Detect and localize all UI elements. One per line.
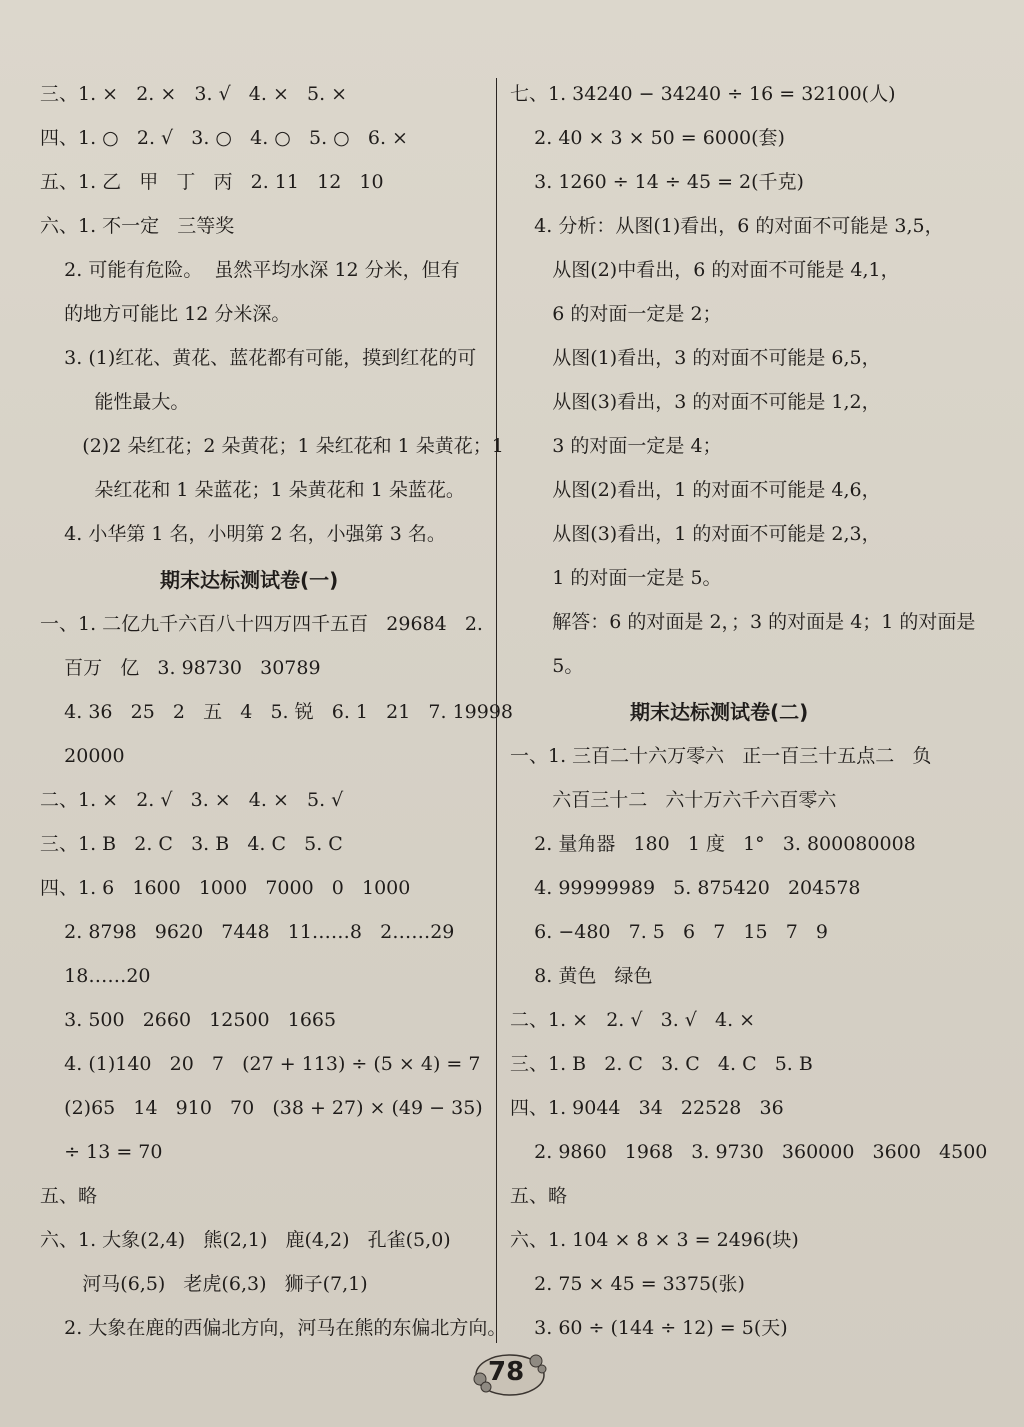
answer-line: 六、1. 不一定 三等奖 xyxy=(40,215,235,237)
answer-line: 2. 8798 9620 7448 11……8 2……29 xyxy=(40,921,455,943)
answer-line: (2)65 14 910 70 (38 + 27) × (49 − 35) xyxy=(40,1097,483,1119)
answer-line: 河马(6,5) 老虎(6,3) 狮子(7,1) xyxy=(40,1273,368,1295)
answer-line: 2. 75 × 45 = 3375(张) xyxy=(510,1273,745,1295)
answer-line: 从图(3)看出，1 的对面不可能是 2,3， xyxy=(510,523,881,545)
answer-line: 六百三十二 六十万六千六百零六 xyxy=(510,789,837,811)
answer-line: 五、1. 乙 甲 丁 丙 2. 11 12 10 xyxy=(40,171,384,193)
answer-line: 六、1. 大象(2,4) 熊(2,1) 鹿(4,2) 孔雀(5,0) xyxy=(40,1229,451,1251)
answer-line: 四、1. 6 1600 1000 7000 0 1000 xyxy=(40,877,411,899)
answer-line: 的地方可能比 12 分米深。 xyxy=(40,303,291,325)
answer-line: 20000 xyxy=(40,745,125,767)
answer-line: 4. 36 25 2 五 4 5. 锐 6. 1 21 7. 19998 xyxy=(40,701,514,723)
answer-line: 四、1. ○ 2. √ 3. ○ 4. ○ 5. ○ 6. × xyxy=(40,127,408,149)
section-heading: 期末达标测试卷(一) xyxy=(160,568,339,592)
answer-line: 百万 亿 3. 98730 30789 xyxy=(40,657,321,679)
answer-line: ÷ 13 = 70 xyxy=(40,1141,163,1163)
answer-line: 五、略 xyxy=(40,1185,98,1207)
answer-line: 一、1. 二亿九千六百八十四万四千五百 29684 2. xyxy=(40,613,483,635)
answer-line: 六、1. 104 × 8 × 3 = 2496(块) xyxy=(510,1229,799,1251)
answer-line: 18……20 xyxy=(40,965,151,987)
answer-line: 3. 1260 ÷ 14 ÷ 45 = 2(千克) xyxy=(510,171,804,193)
answer-line: 3 的对面一定是 4； xyxy=(510,435,722,457)
answer-line: 七、1. 34240 − 34240 ÷ 16 = 32100(人) xyxy=(510,83,896,105)
answer-line: 4. 99999989 5. 875420 204578 xyxy=(510,877,861,899)
answer-line: 2. 可能有危险。 虽然平均水深 12 分米，但有 xyxy=(40,259,460,281)
answer-line: 4. 小华第 1 名，小明第 2 名，小强第 3 名。 xyxy=(40,523,446,545)
answer-line: 6 的对面一定是 2； xyxy=(510,303,722,325)
answer-line: 朵红花和 1 朵蓝花；1 朵黄花和 1 朵蓝花。 xyxy=(40,479,465,501)
answer-line: 8. 黄色 绿色 xyxy=(510,965,653,987)
answer-line: 从图(1)看出，3 的对面不可能是 6,5， xyxy=(510,347,881,369)
answer-line: 二、1. × 2. √ 3. √ 4. × xyxy=(510,1009,756,1031)
answer-line: 从图(2)中看出，6 的对面不可能是 4,1， xyxy=(510,259,900,281)
answer-line: 五、略 xyxy=(510,1185,568,1207)
answer-line: 2. 大象在鹿的西偏北方向，河马在熊的东偏北方向。 xyxy=(40,1317,507,1339)
answer-line: 从图(2)看出，1 的对面不可能是 4,6， xyxy=(510,479,881,501)
answer-line: 三、1. B 2. C 3. C 4. C 5. B xyxy=(510,1053,813,1075)
answer-line: 2. 9860 1968 3. 9730 360000 3600 4500 xyxy=(510,1141,988,1163)
answer-line: 从图(3)看出，3 的对面不可能是 1,2， xyxy=(510,391,881,413)
answer-line: 6. −480 7. 5 6 7 15 7 9 xyxy=(510,921,829,943)
answer-line: 4. 分析：从图(1)看出，6 的对面不可能是 3,5， xyxy=(510,215,944,237)
answer-line: 2. 量角器 180 1 度 1° 3. 800080008 xyxy=(510,833,916,855)
answer-line: 1 的对面一定是 5。 xyxy=(510,567,722,589)
answer-line: 2. 40 × 3 × 50 = 6000(套) xyxy=(510,127,785,149)
answer-line: 3. (1)红花、黄花、蓝花都有可能，摸到红花的可 xyxy=(40,347,477,369)
answer-line: 解答：6 的对面是 2，；3 的对面是 4；1 的对面是 xyxy=(510,611,976,633)
answer-line: 能性最大。 xyxy=(40,391,190,413)
section-heading: 期末达标测试卷(二) xyxy=(630,700,809,724)
answer-line: 三、1. × 2. × 3. √ 4. × 5. × xyxy=(40,83,348,105)
page-number: 78 xyxy=(488,1357,525,1387)
answer-line: 3. 60 ÷ (144 ÷ 12) = 5(天) xyxy=(510,1317,788,1339)
page-number-badge xyxy=(470,1345,550,1401)
answer-line: 二、1. × 2. √ 3. × 4. × 5. √ xyxy=(40,789,344,811)
answer-line: 一、1. 三百二十六万零六 正一百三十五点二 负 xyxy=(510,745,932,767)
answer-line: 三、1. B 2. C 3. B 4. C 5. C xyxy=(40,833,343,855)
answer-line: 3. 500 2660 12500 1665 xyxy=(40,1009,337,1031)
answer-line: 四、1. 9044 34 22528 36 xyxy=(510,1097,784,1119)
answer-line: (2)2 朵红花；2 朵黄花；1 朵红花和 1 朵黄花；1 xyxy=(40,435,504,457)
answer-line: 4. (1)140 20 7 (27 + 113) ÷ (5 × 4) = 7 xyxy=(40,1053,481,1075)
answer-line: 5。 xyxy=(510,655,584,677)
